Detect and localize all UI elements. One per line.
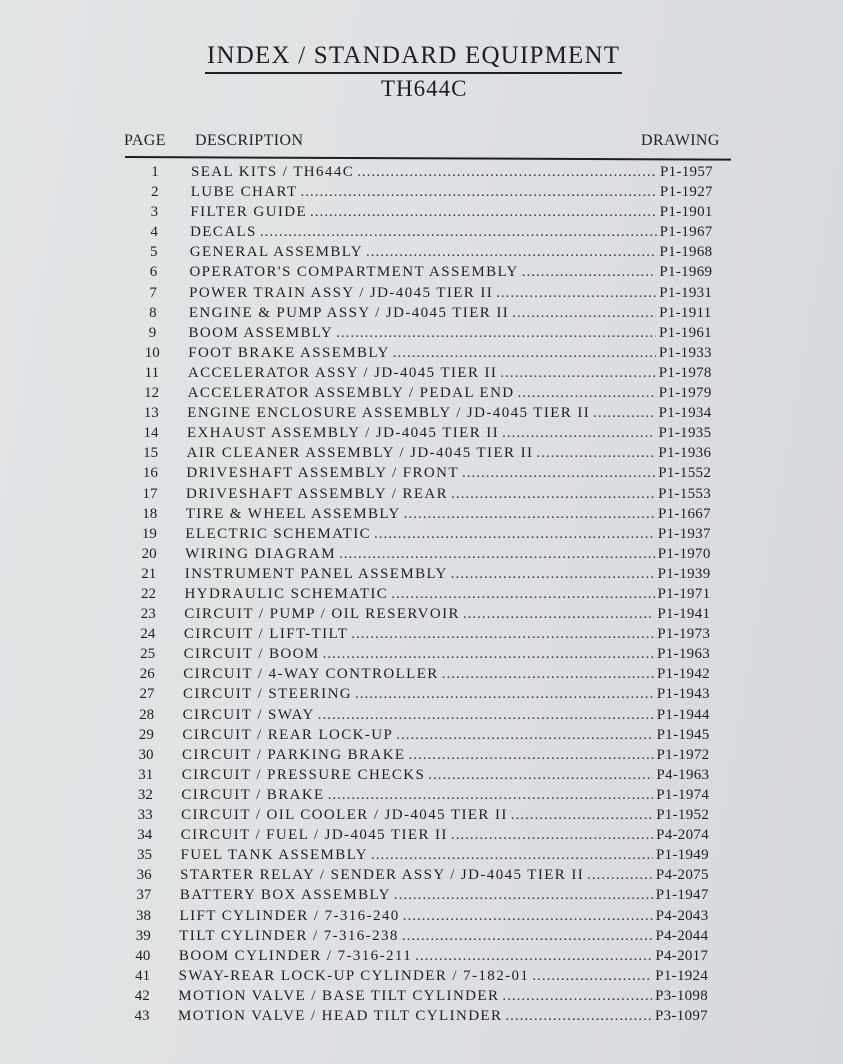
dot-leader	[496, 283, 656, 303]
dot-leader	[518, 383, 656, 403]
row-page-number: 35	[136, 847, 152, 864]
row-description: BATTERY BOX ASSEMBLY	[179, 887, 391, 904]
row-description: ELECTRIC SCHEMATIC	[185, 525, 372, 542]
row-page-number: 31	[138, 766, 154, 783]
dot-leader	[393, 343, 656, 363]
document-title: INDEX / STANDARD EQUIPMENT	[205, 42, 622, 74]
row-description: POWER TRAIN ASSY / JD-4045 TIER II	[189, 284, 494, 301]
row-page-number: 38	[136, 907, 152, 924]
row-drawing-number: P1-1911	[659, 304, 712, 321]
row-page-number: 37	[136, 887, 152, 904]
row-drawing-number: P1-1945	[656, 726, 710, 743]
table-row	[131, 283, 719, 303]
row-page-number: 22	[141, 586, 156, 602]
table-row	[124, 745, 717, 765]
row-drawing-number: P4-2043	[655, 907, 709, 924]
dot-leader	[415, 946, 652, 966]
row-drawing-number: P1-1943	[656, 686, 710, 703]
dot-leader	[301, 182, 657, 202]
table-row	[127, 564, 718, 584]
table-row	[120, 986, 715, 1006]
row-drawing-number: P4-2074	[656, 827, 709, 844]
dot-leader	[442, 664, 654, 684]
table-row	[130, 343, 719, 363]
row-description: EXHAUST ASSEMBLY / JD-4045 TIER II	[186, 425, 500, 442]
dot-leader	[260, 222, 657, 242]
column-header-page: PAGE	[124, 132, 166, 149]
row-drawing-number: P1-1933	[658, 344, 712, 361]
row-page-number: 28	[139, 706, 155, 723]
table-row	[126, 644, 718, 664]
model-number: TH644C	[381, 76, 468, 101]
row-drawing-number: P4-2044	[655, 927, 709, 944]
row-drawing-number: P1-1939	[657, 565, 711, 582]
row-drawing-number: P1-1957	[660, 164, 713, 180]
table-row	[121, 946, 715, 966]
row-description: STARTER RELAY / SENDER ASSY / JD-4045 TIER II	[180, 867, 585, 884]
row-drawing-number: P1-1927	[659, 184, 713, 201]
row-description: CIRCUIT / BRAKE	[181, 786, 325, 803]
row-description: TILT CYLINDER / 7-316-238	[179, 927, 399, 944]
row-drawing-number: P4-2075	[655, 867, 709, 884]
row-drawing-number: P1-1947	[655, 887, 709, 904]
table-row	[129, 403, 718, 423]
row-description: CIRCUIT / BOOM	[183, 646, 320, 663]
dot-leader	[532, 966, 652, 986]
table-row	[128, 504, 718, 524]
dot-leader	[463, 604, 655, 624]
row-drawing-number: P1-1931	[659, 284, 713, 301]
row-drawing-number: P1-1942	[657, 666, 710, 683]
row-page-number: 36	[136, 867, 152, 884]
dot-leader	[357, 162, 657, 182]
dot-leader	[451, 484, 655, 504]
row-description: LUBE CHART	[190, 184, 298, 201]
row-description: DRIVESHAFT ASSEMBLY / REAR	[186, 485, 449, 502]
row-page-number: 26	[139, 666, 155, 683]
row-drawing-number: P1-1553	[658, 485, 712, 502]
dot-leader	[318, 705, 654, 725]
row-drawing-number: P1-1944	[656, 706, 710, 723]
dot-leader	[451, 564, 655, 584]
row-description: HYDRAULIC SCHEMATIC	[184, 586, 389, 602]
row-page-number: 16	[142, 465, 158, 482]
table-row	[131, 303, 719, 323]
dot-leader	[502, 986, 652, 1006]
row-page-number: 15	[143, 445, 159, 462]
row-drawing-number: P1-1968	[659, 244, 713, 261]
table-row	[126, 624, 717, 644]
row-drawing-number: P1-1963	[657, 646, 711, 663]
dot-leader	[511, 805, 653, 825]
table-row	[121, 966, 716, 986]
row-drawing-number: P1-1971	[657, 586, 711, 602]
table-row	[128, 463, 718, 483]
table-row	[131, 323, 720, 343]
row-drawing-number: P1-1972	[656, 746, 710, 763]
row-page-number: 30	[138, 746, 154, 763]
row-description: LIFT CYLINDER / 7-316-240	[179, 907, 400, 924]
row-page-number: 21	[141, 565, 157, 582]
dot-leader	[409, 745, 654, 765]
row-page-number: 42	[134, 987, 150, 1004]
table-row	[125, 684, 717, 704]
row-description: FOOT BRAKE ASSEMBLY	[188, 344, 390, 361]
row-description: ACCELERATOR ASSEMBLY / PEDAL END	[187, 385, 515, 402]
table-row	[123, 825, 716, 845]
row-description: INSTRUMENT PANEL ASSEMBLY	[184, 565, 448, 582]
dot-leader	[462, 463, 655, 483]
row-drawing-number: P1-1979	[658, 385, 712, 402]
dot-leader	[500, 363, 655, 383]
table-row	[133, 162, 720, 182]
row-page-number: 32	[137, 786, 153, 803]
table-row	[121, 926, 715, 946]
dot-leader	[323, 644, 655, 664]
row-drawing-number: P1-1949	[655, 847, 709, 864]
row-page-number: 8	[149, 304, 157, 321]
row-description: CIRCUIT / 4-WAY CONTROLLER	[183, 666, 439, 683]
row-description: CIRCUIT / FUEL / JD-4045 TIER II	[180, 827, 448, 844]
table-row	[132, 242, 720, 262]
row-page-number: 19	[141, 525, 157, 542]
dot-leader	[351, 624, 654, 644]
row-drawing-number: P1-1961	[659, 324, 712, 341]
row-description: OPERATOR'S COMPARTMENT ASSEMBLY	[189, 264, 519, 281]
row-drawing-number: P3-1097	[655, 1008, 708, 1024]
table-row	[131, 262, 719, 282]
row-page-number: 10	[144, 344, 160, 361]
dot-leader	[396, 725, 653, 745]
table-row	[127, 584, 718, 604]
row-drawing-number: P1-1969	[659, 264, 713, 281]
row-page-number: 20	[141, 545, 157, 562]
dot-leader	[336, 323, 656, 343]
row-drawing-number: P1-1667	[657, 505, 711, 522]
dot-leader	[355, 684, 654, 704]
row-page-number: 4	[150, 224, 158, 241]
row-description: AIR CLEANER ASSEMBLY / JD-4045 TIER II	[186, 445, 534, 462]
dot-leader	[451, 825, 653, 845]
row-page-number: 25	[140, 646, 156, 663]
row-description: CIRCUIT / PUMP / OIL RESERVOIR	[184, 606, 460, 623]
dot-leader	[366, 242, 656, 262]
row-description: CIRCUIT / PARKING BRAKE	[182, 746, 406, 763]
table-row	[129, 423, 718, 443]
dot-leader	[339, 544, 655, 564]
row-drawing-number: P3-1098	[655, 987, 709, 1004]
dot-leader	[328, 785, 654, 805]
dot-leader	[593, 403, 655, 423]
row-page-number: 17	[142, 485, 158, 502]
row-description: CIRCUIT / REAR LOCK-UP	[182, 726, 394, 743]
row-drawing-number: P1-1901	[659, 204, 713, 221]
row-drawing-number: P1-1974	[656, 786, 710, 803]
row-description: TIRE & WHEEL ASSEMBLY	[185, 505, 401, 522]
table-row	[127, 524, 717, 544]
table-row	[130, 363, 719, 383]
row-description: BOOM CYLINDER / 7-316-211	[178, 947, 413, 964]
row-description: ENGINE ENCLOSURE ASSEMBLY / JD-4045 TIER II	[187, 405, 591, 422]
row-page-number: 6	[149, 264, 158, 281]
dot-leader	[502, 423, 655, 443]
row-description: GENERAL ASSEMBLY	[189, 244, 364, 261]
table-row	[125, 664, 717, 684]
column-header-drawing: DRAWING	[641, 132, 720, 149]
row-page-number: 2	[150, 184, 159, 201]
row-page-number: 39	[135, 927, 151, 944]
row-page-number: 1	[151, 164, 159, 180]
dot-leader	[522, 262, 657, 282]
row-description: CIRCUIT / LIFT-TILT	[183, 626, 349, 643]
row-description: SEAL KITS / TH644C	[191, 164, 355, 180]
row-description: DRIVESHAFT ASSEMBLY / FRONT	[186, 465, 459, 482]
row-drawing-number: P1-1973	[657, 626, 711, 643]
row-description: DECALS	[190, 224, 257, 241]
row-page-number: 27	[139, 686, 155, 703]
table-row	[122, 865, 716, 885]
dot-leader	[512, 303, 656, 323]
row-page-number: 3	[150, 204, 159, 221]
row-description: WIRING DIAGRAM	[185, 545, 336, 562]
row-drawing-number: P1-1937	[657, 525, 711, 542]
row-drawing-number: P4-2017	[655, 947, 709, 964]
table-row	[129, 443, 719, 463]
row-drawing-number: P1-1935	[658, 425, 712, 442]
row-description: CIRCUIT / STEERING	[182, 686, 353, 703]
table-row	[133, 182, 720, 202]
table-row	[132, 222, 720, 242]
dot-leader	[374, 524, 655, 544]
dot-leader	[428, 765, 653, 785]
row-drawing-number: P1-1952	[656, 807, 710, 824]
header-rule	[125, 156, 731, 161]
dot-leader	[402, 926, 653, 946]
row-page-number: 18	[142, 505, 158, 522]
table-row	[123, 785, 716, 805]
dot-leader	[391, 584, 654, 604]
dot-leader	[371, 845, 653, 865]
row-drawing-number: P1-1934	[658, 405, 712, 422]
table-row	[122, 845, 715, 865]
row-page-number: 23	[140, 606, 156, 623]
row-description: CIRCUIT / SWAY	[182, 706, 315, 723]
table-row	[120, 1006, 715, 1026]
table-row	[132, 202, 719, 222]
row-page-number: 12	[144, 385, 160, 402]
row-drawing-number: P1-1970	[657, 545, 711, 562]
row-page-number: 41	[135, 967, 151, 984]
row-drawing-number: P1-1936	[658, 445, 712, 462]
row-description: MOTION VALVE / BASE TILT CYLINDER	[178, 987, 500, 1004]
row-page-number: 9	[148, 324, 157, 341]
table-row	[122, 885, 716, 905]
table-row	[122, 906, 716, 926]
row-page-number: 43	[134, 1008, 150, 1024]
dot-leader	[587, 865, 653, 885]
row-description: CIRCUIT / PRESSURE CHECKS	[181, 766, 426, 783]
row-description: FUEL TANK ASSEMBLY	[180, 847, 368, 864]
dot-leader	[403, 906, 653, 926]
dot-leader	[404, 504, 655, 524]
row-page-number: 29	[138, 726, 154, 743]
dot-leader	[310, 202, 657, 222]
row-description: MOTION VALVE / HEAD TILT CYLINDER	[178, 1008, 503, 1024]
column-header-description: DESCRIPTION	[195, 132, 304, 149]
table-row	[124, 725, 716, 745]
row-drawing-number: P1-1924	[655, 967, 709, 984]
row-page-number: 14	[143, 425, 159, 442]
row-page-number: 40	[135, 947, 151, 964]
row-drawing-number: P1-1978	[658, 364, 712, 381]
row-description: ACCELERATOR ASSY / JD-4045 TIER II	[187, 364, 498, 381]
table-row	[130, 383, 719, 403]
row-description: ENGINE & PUMP ASSY / JD-4045 TIER II	[188, 304, 510, 321]
row-page-number: 5	[150, 244, 158, 261]
dot-leader	[505, 1006, 652, 1026]
row-drawing-number: P4-1963	[656, 766, 710, 783]
table-row	[124, 765, 717, 785]
row-description: FILTER GUIDE	[190, 204, 308, 221]
table-row	[125, 705, 717, 725]
row-page-number: 11	[144, 364, 160, 381]
row-page-number: 33	[137, 807, 153, 824]
row-drawing-number: P1-1967	[659, 224, 713, 241]
row-page-number: 34	[137, 827, 153, 844]
dot-leader	[394, 885, 653, 905]
row-drawing-number: P1-1552	[658, 465, 712, 482]
table-row	[126, 604, 717, 624]
table-row	[127, 544, 718, 564]
dot-leader	[536, 443, 655, 463]
row-description: BOOM ASSEMBLY	[188, 324, 334, 341]
row-description: SWAY-REAR LOCK-UP CYLINDER / 7-182-01	[178, 967, 530, 984]
row-drawing-number: P1-1941	[657, 606, 711, 623]
row-page-number: 24	[140, 626, 156, 643]
row-page-number: 13	[143, 405, 159, 422]
row-page-number: 7	[149, 284, 157, 301]
table-row	[128, 484, 718, 504]
row-description: CIRCUIT / OIL COOLER / JD-4045 TIER II	[181, 807, 508, 824]
table-row	[123, 805, 716, 825]
